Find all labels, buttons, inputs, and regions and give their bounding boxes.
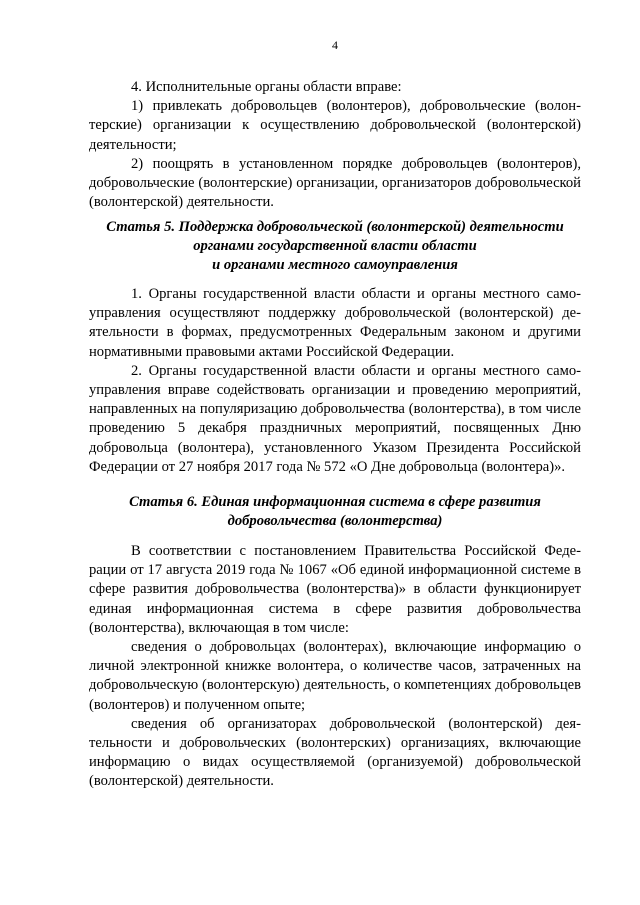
page-number: 4 bbox=[332, 38, 338, 52]
article-6-heading bbox=[89, 493, 581, 531]
section-4-block bbox=[89, 78, 581, 212]
article-5-body bbox=[89, 285, 581, 477]
article-6-paragraph-3: сведения об организаторах добровольческой (волонтерской) деятельности и добровольческих (волонтерских) организациях, включающие информацию о видах осуществляемой (организуемой) добровольческой (волонтерской) деятельности. bbox=[89, 715, 581, 790]
section-4-item-2: 2) поощрять в установленном порядке добровольцев (волонтеров), добровольческие (волонтерские) организации, организаторов добровольческой (волонтерской) деятельности. bbox=[89, 155, 581, 211]
article-5-heading-line-3: и органами местного самоуправления bbox=[212, 257, 458, 274]
article-6-body bbox=[89, 542, 581, 792]
article-6-heading-line-2: добровольчества (волонтерства) bbox=[227, 513, 443, 530]
article-5-heading-line-1: Статья 5. Поддержка добровольческой (волонтерской) деятельности bbox=[106, 219, 564, 235]
article-6-paragraph-1: В соответствии с постановлением Правительства Российской Федерации от 17 августа 2019 года № 1067 «Об единой информационной системе в сфере развития добровольчества (волонтерства)» в области функционирует единая информационная система в сфере развития добровольчества (волонтерства), включающая в том числе: bbox=[89, 543, 581, 636]
article-5-heading-line-2: органами государственной власти области bbox=[193, 238, 477, 255]
article-5-heading bbox=[89, 218, 581, 276]
section-4-intro: 4. Исполнительные органы области вправе: bbox=[131, 79, 402, 95]
section-4-item-1: 1) привлекать добровольцев (волонтеров), добровольческие (волонтерские) организации к осуществлению добровольческой (волонтерской) деятельности; bbox=[89, 98, 581, 153]
article-6-paragraph-2: сведения о добровольцах (волонтерах), включающие информацию о личной электронной книжке волонтера, о количестве часов, затраченных на добровольческую (волонтерскую) деятельность, о компетенциях добровольцев (волонтеров) и полученном опыте; bbox=[89, 639, 581, 713]
article-5-paragraph-2: 2. Органы государственной власти области и органы местного самоуправления вправе содействовать организации и проведению мероприятий, направленных на популяризацию добровольчества (волонтерства), в том числе проведению 5 декабря праздничных мероприятий, посвященных Дню добровольца (волонтера), установленного Указом Президента Российской Федерации от 27 ноября 2017 года № 572 «О Дне добровольца (волонтера)». bbox=[89, 362, 581, 475]
article-5-paragraph-1: 1. Органы государственной власти области и органы местного самоуправления осуществляют поддержку добровольческой (волонтерской) деятельности в формах, предусмотренных Федеральным законом и другими нормативными правовыми актами Российской Федерации. bbox=[89, 286, 581, 360]
article-6-heading-line-1: Статья 6. Единая информационная система в сфере развития bbox=[129, 494, 541, 510]
